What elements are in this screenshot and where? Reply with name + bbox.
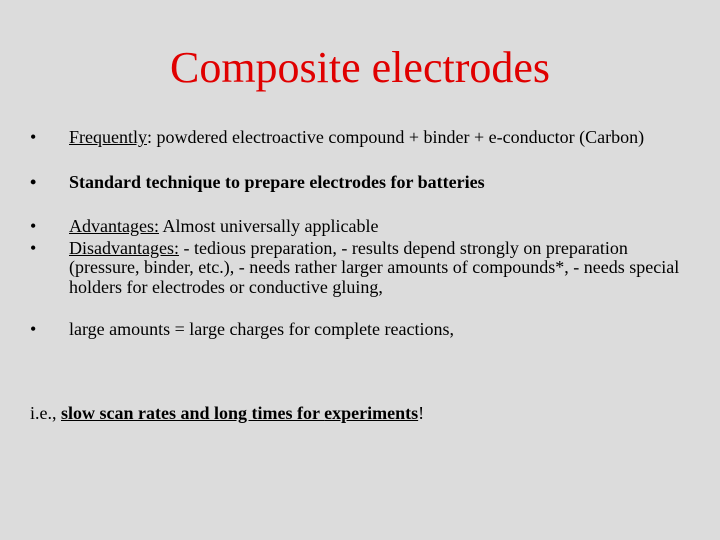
bullet-icon: • xyxy=(30,237,37,258)
bullet-advantages xyxy=(30,217,690,237)
bullet-disadvantages xyxy=(30,239,690,298)
conclusion-prefix: i.e., xyxy=(30,403,61,423)
conclusion-line xyxy=(30,402,690,424)
bullet-icon: • xyxy=(30,127,37,147)
bullet-text: : powdered electroactive compound + binder + e-conductor (Carbon) xyxy=(147,127,645,147)
conclusion-suffix: ! xyxy=(418,403,425,423)
bullet-frequently xyxy=(30,128,690,148)
bullet-text: large amounts = large charges for complete reactions, xyxy=(69,319,455,339)
conclusion-emphasis: slow scan rates and long times for xyxy=(61,403,325,423)
bullet-text: Standard technique to prepare electrodes for batteries xyxy=(69,171,485,192)
bullet-term: Advantages: xyxy=(69,216,159,236)
bullet-standard-technique xyxy=(30,173,690,193)
bullet-term: Frequently xyxy=(69,127,147,147)
bullet-text: Almost universally applicable xyxy=(158,216,379,236)
slide-title: Composite electrodes xyxy=(169,43,550,92)
bullet-text: - tedious preparation, - results depend strongly on preparation (pressure, binder, etc.), - needs rather larger amounts of compounds*, - needs special holders for electrodes or conductive gluing, xyxy=(69,237,680,297)
bullet-icon: • xyxy=(30,319,37,339)
bullet-icon: • xyxy=(30,216,37,236)
bullet-large-amounts xyxy=(30,320,690,340)
bullet-icon: • xyxy=(30,171,37,192)
conclusion-emphasis-end: experiments xyxy=(324,403,419,423)
bullet-term: Disadvantages: xyxy=(69,237,179,258)
bullet-list xyxy=(30,128,690,340)
